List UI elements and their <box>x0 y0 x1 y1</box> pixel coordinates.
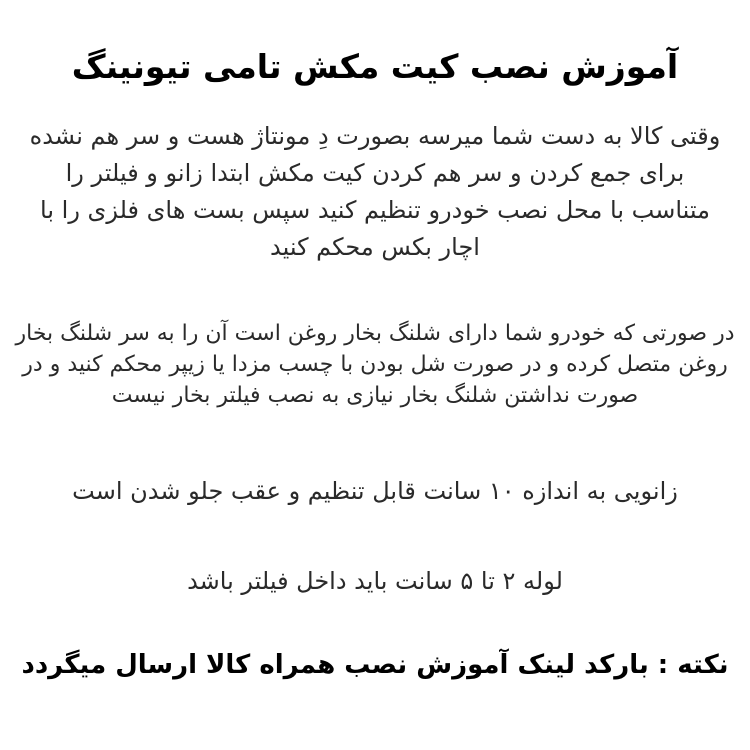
vapor-line-2: روغن متصل کرده و در صورت شل بودن با چسب مزدا یا زیپر محکم کنید و در <box>22 352 728 377</box>
assembly-line-2: برای جمع کردن و سر هم کردن کیت مکش ابتدا زانو و فیلتر را <box>65 159 685 187</box>
assembly-line-3: متناسب با محل نصب خودرو تنظیم کنید سپس بست های فلزی را با <box>40 196 710 224</box>
vapor-line-1: در صورتی که خودرو شما دارای شلنگ بخار روغن است آن را به سر شلنگ بخار <box>15 321 735 346</box>
vapor-hose-paragraph <box>0 318 750 411</box>
vapor-line-3: صورت نداشتن شلنگ بخار نیازی به نصب فیلتر بخار نیست <box>111 383 639 408</box>
elbow-adjustment-note: زانویی به اندازه ۱۰ سانت قابل تنظیم و عقب جلو شدن است <box>72 477 678 505</box>
assembly-line-1: وقتی کالا به دست شما میرسه بصورت دِ مونتاژ هست و سر هم نشده <box>29 122 721 150</box>
barcode-link-note: نکته : بارکد لینک آموزش نصب همراه کالا ارسال میگردد <box>21 650 729 680</box>
page-title: آموزش نصب کیت مکش تامی تیونینگ <box>71 47 679 86</box>
assembly-instructions-paragraph <box>0 118 750 266</box>
assembly-line-4: اچار بکس محکم کنید <box>270 233 480 261</box>
pipe-depth-note: لوله ۲ تا ۵ سانت باید داخل فیلتر باشد <box>187 567 563 595</box>
